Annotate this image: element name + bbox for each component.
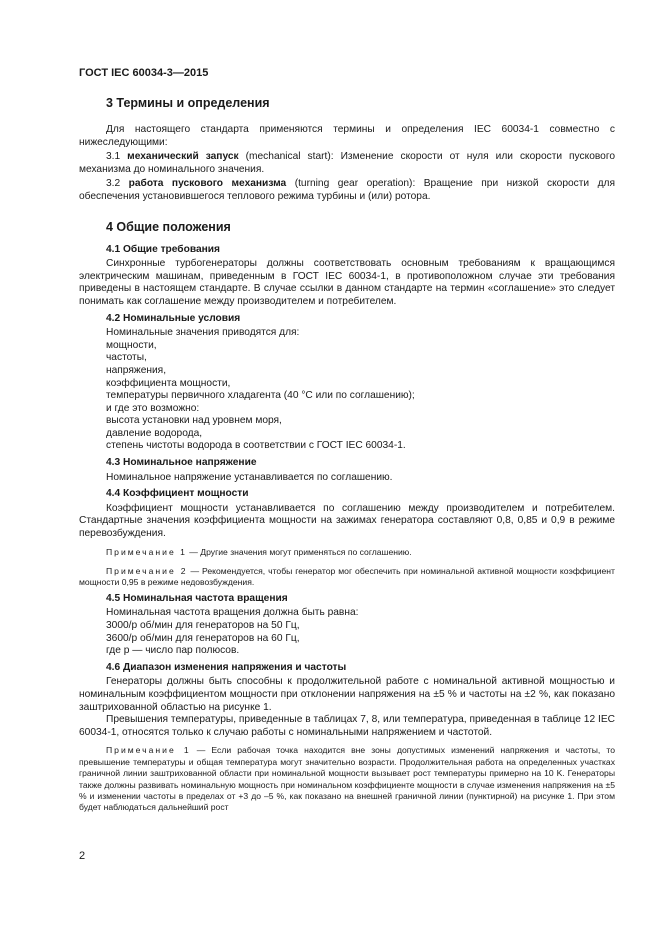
note-4-4-1 bbox=[79, 547, 615, 558]
note-text: — Рекомендуется, чтобы генератор мог обеспечить при номинальной активной мощности коэффициент мощности 0,95 в режиме недовозбуждения. bbox=[79, 566, 615, 588]
section-4-1-heading: 4.1 Общие требования bbox=[106, 243, 220, 255]
term-3-2-number: 3.2 bbox=[106, 178, 121, 190]
section-4-4-text: Коэффициент мощности устанавливается по соглашению между производителем и потребителем. Стандартные значения коэффициента мощности на зажимах генератора составляют 0,8, 0,85 и 0,9 в режиме перевозбуждения. bbox=[79, 502, 615, 540]
list-line: 3600/p об/мин для генераторов на 60 Гц, bbox=[106, 632, 300, 644]
list-line: 3000/p об/мин для генераторов на 50 Гц, bbox=[106, 620, 300, 632]
term-3-1-term: механический запуск bbox=[127, 151, 239, 163]
note-text: — Если рабочая точка находится вне зоны допустимых изменений напряжения и частоты, то превышение температуры и общая температура могут значительно возрасти. Продолжительная работа на определенных участках граничной линии заштрихованной области при номинальной мощности вызывает рост температуры примерно на 10 K. Генераторы также должны развивать номинальную мощность при номинальном коэффициенте мощности в случае изменения напряжения на ±5 % и изменении частоты в пределах от +3 до –5 %, как показано на внешней граничной линии (пунктирной) на рисунке 1. При этом будет наблюдаться дальнейший рост bbox=[79, 745, 615, 813]
section-4-heading: 4 Общие положения bbox=[106, 219, 231, 234]
list-line: степень чистоты водорода в соответствии с ГОСТ IEC 60034-1. bbox=[106, 440, 406, 452]
list-line: коэффициента мощности, bbox=[106, 377, 231, 389]
section-4-4-heading: 4.4 Коэффициент мощности bbox=[106, 488, 249, 500]
section-4-2-heading: 4.2 Номинальные условия bbox=[106, 312, 241, 324]
page-number: 2 bbox=[79, 850, 86, 862]
section-3-heading: 3 Термины и определения bbox=[106, 96, 270, 110]
list-line: высота установки над уровнем моря, bbox=[106, 415, 282, 427]
note-label: Примечание 1 bbox=[106, 745, 191, 756]
list-line: и где это возможно: bbox=[106, 402, 200, 414]
list-line: температуры первичного хладагента (40 °C или по соглашению); bbox=[106, 390, 415, 402]
document-header: ГОСТ IEC 60034-3—2015 bbox=[79, 67, 209, 79]
term-3-2-definition: (turning gear operation): Вращение при низкой скорости для обеспечения установившегося теплового режима турбины и (или) ротора. bbox=[79, 178, 615, 202]
term-3-2 bbox=[79, 178, 615, 203]
document-body bbox=[79, 94, 615, 814]
list-line: Номинальные значения приводятся для: bbox=[106, 327, 300, 339]
list-line: мощности, bbox=[106, 339, 157, 351]
section-4-6-paragraph-2: Превышения температуры, приведенные в таблицах 7, 8, или температура, приведенная в таблице 12 IEC 60034-1, относятся только к случаю работы с номинальными напряжением и частотой. bbox=[79, 714, 615, 738]
list-line: частоты, bbox=[106, 352, 147, 364]
note-label: Примечание 1 bbox=[106, 546, 187, 557]
list-line: давление водорода, bbox=[106, 427, 203, 439]
section-4-3-text: Номинальное напряжение устанавливается по соглашению. bbox=[106, 471, 393, 483]
list-line: где p — число пар полюсов. bbox=[106, 645, 240, 657]
section-4-6-paragraph-1: Генераторы должны быть способны к продолжительной работе с номинальной активной мощностью и номинальным коэффициентом мощности при отклонении напряжения на ±5 % и частоты на ±2 %, как показано заштрихованной областью на рисунке 1. bbox=[79, 676, 615, 713]
section-4-3-heading: 4.3 Номинальное напряжение bbox=[106, 457, 257, 469]
list-line: Номинальная частота вращения должна быть равна: bbox=[106, 607, 359, 619]
note-4-4-2 bbox=[79, 566, 615, 589]
section-4-5-heading: 4.5 Номинальная частота вращения bbox=[106, 592, 288, 604]
note-text: — Другие значения могут применяться по соглашению. bbox=[186, 546, 412, 557]
term-3-1-definition: (mechanical start): Изменение скорости от нуля или скорости пускового механизма до номинального значения. bbox=[79, 151, 615, 175]
term-3-2-term: работа пускового механизма bbox=[128, 178, 287, 190]
note-label: Примечание 2 bbox=[106, 566, 188, 577]
term-3-1-number: 3.1 bbox=[106, 151, 121, 163]
section-4-1-text: Синхронные турбогенераторы должны соответствовать основным требованиям к вращающимся электрическим машинам, приведенным в ГОСТ IEC 60034-1, в противоположном случае эти требования приведены в настоящем стандарте. В случае ссылки в данном стандарте на термин «соглашение» это следует понимать как соглашение между производителем и потребителем. bbox=[79, 258, 615, 307]
note-4-6-1 bbox=[79, 745, 615, 813]
list-line: напряжения, bbox=[106, 364, 167, 376]
section-4-6-heading: 4.6 Диапазон изменения напряжения и частоты bbox=[106, 661, 347, 673]
section-3-intro: Для настоящего стандарта применяются термины и определения IEC 60034-1 совместно с нижеследующими: bbox=[79, 124, 615, 148]
term-3-1 bbox=[79, 151, 615, 176]
